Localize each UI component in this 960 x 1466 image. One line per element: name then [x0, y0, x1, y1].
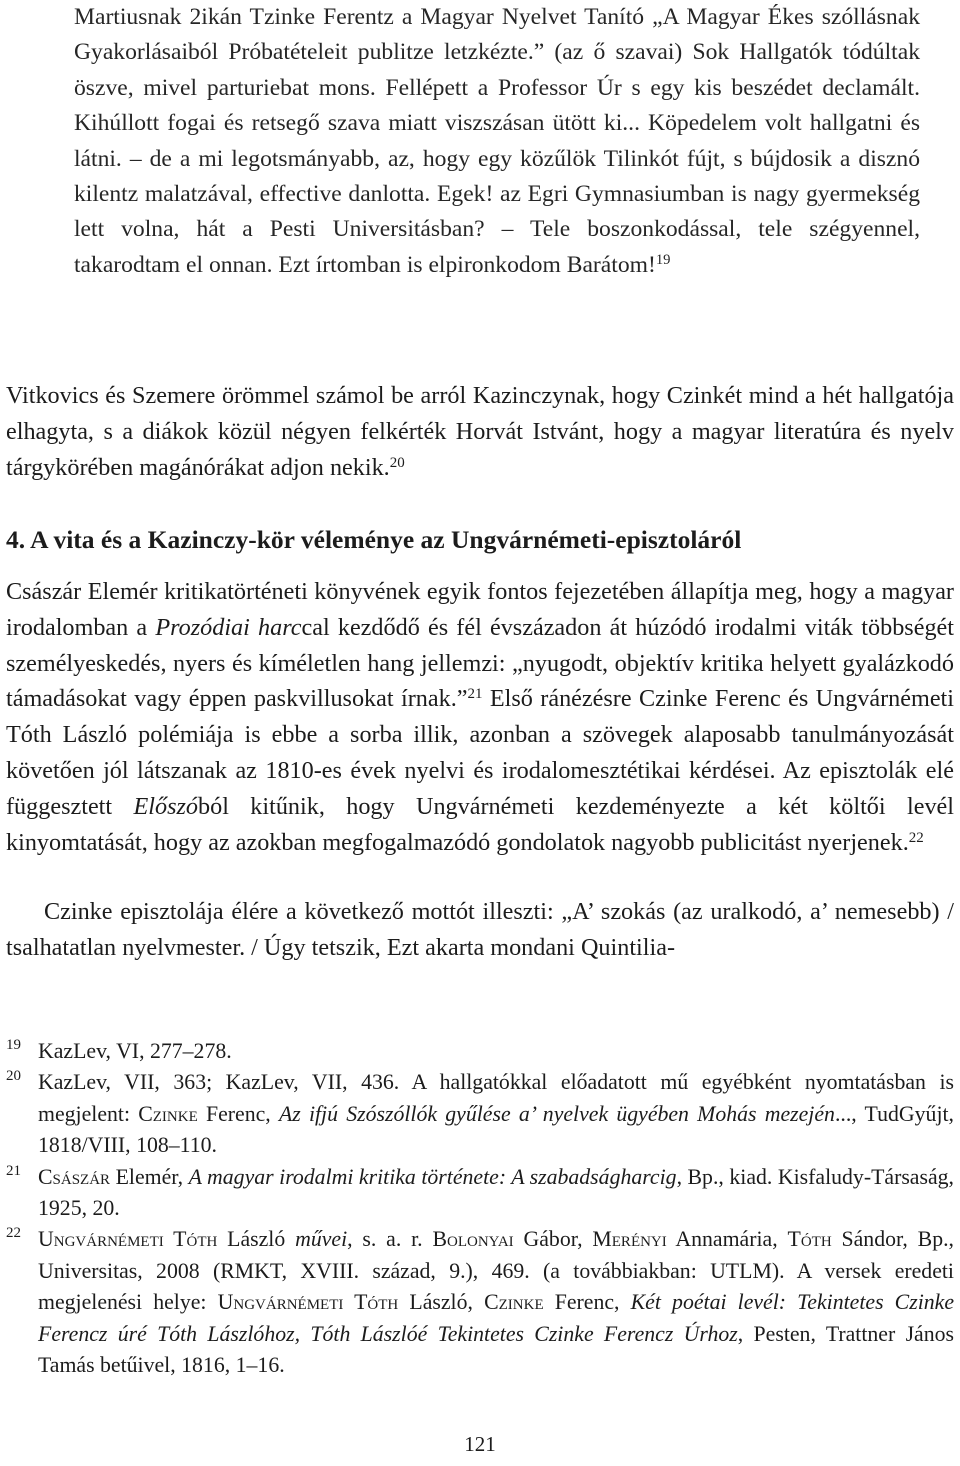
italic-title: Előszó: [133, 792, 199, 820]
footnote-text: ..., TudGyűjt, 1818/VIII, 108–110.: [38, 1101, 954, 1158]
footnotes: [6, 1036, 954, 1381]
paragraph-text: cal kezdődő és fél évszázadon át húzódó irodalmi viták többségét személyeskedés, nyers és kíméletlen hang jellemzi: „nyugodt, objektív kritika helyett gyalázkodó támadásokat vagy éppen paskvillusokat írnak.”: [6, 613, 954, 713]
footnote-20: [6, 1067, 954, 1161]
paragraph-vitkovics: [6, 378, 954, 485]
footnote-text: KazLev, VI, 277–278.: [38, 1039, 232, 1063]
author-name: Tóth: [787, 1227, 832, 1252]
footnote-text: , Pesten, Trattner János Tamás betűivel, 1816, 1–16.: [38, 1321, 954, 1378]
section-heading: 4. A vita és a Kazinczy-kör véleménye az Ungvárnémeti-episztoláról: [6, 525, 742, 554]
footnote-19: [6, 1036, 954, 1067]
footnote-number: 21: [6, 1162, 21, 1179]
footnote-text: Ferenc,: [197, 1101, 279, 1126]
author-name: Ungvárnémeti Tóth: [217, 1290, 399, 1315]
italic-title: Két poétai levél: Tekintetes Czinke Ferencz úré Tóth Lászlóhoz, Tóth Lászlóé Tekintetes Czinke Ferencz Úrhoz: [38, 1290, 955, 1346]
italic-title: Az ifjú Szószóllók gyűlése a’ nyelvek ügyében Mohás mezején: [278, 1101, 835, 1126]
footnote-ref-19[interactable]: 19: [655, 251, 671, 268]
footnote-21: [6, 1162, 954, 1225]
footnote-text: László: [217, 1227, 296, 1252]
footnote-text: Annamária,: [666, 1227, 788, 1252]
footnote-text: Ferenc,: [543, 1290, 631, 1315]
footnote-number: 22: [6, 1225, 21, 1242]
italic-title: A magyar irodalmi kritika története: A szabadságharcig: [188, 1164, 677, 1189]
italic-title: művei: [295, 1227, 348, 1252]
paragraph-text: Első ránézésre Czinke Ferenc és Ungvárnémeti Tóth László polémiája is ebbe a sorba illik, azonban a szövegek alaposabb tanulmányozását követően jól látszanak az 1810-es évek nyelvi és irodalomesztétikai kérdései. Az episztolák elé függesztett: [6, 685, 954, 820]
author-name: Ungvárnémeti Tóth: [38, 1227, 218, 1252]
paragraph-text: ból kitűnik, hogy Ungvárnémeti kezdeményezte a két költői levél kinyomtatását, hogy az azokban megfogalmazódó gondolatok nagyobb publicitást nyerjenek.: [6, 792, 954, 856]
footnote-text: Elemér,: [110, 1164, 189, 1189]
author-name: Merényi: [592, 1227, 667, 1252]
footnote-ref-21[interactable]: 21: [467, 686, 483, 703]
author-name: Császár: [38, 1164, 111, 1189]
footnote-ref-20[interactable]: 20: [389, 454, 405, 471]
page-number: 121: [464, 1432, 496, 1456]
footnote-text: László,: [398, 1290, 485, 1315]
footnote-number: 19: [6, 1037, 21, 1053]
author-name: Bolonyai: [432, 1227, 514, 1252]
footnote-text: KazLev, VII, 363; KazLev, VII, 436. A hallgatókkal előadatott mű egyébként nyomtatásban is megjelent:: [38, 1070, 954, 1126]
footnote-number: 20: [6, 1068, 21, 1085]
footnote-text: Gábor,: [513, 1227, 593, 1252]
footnote-ref-22[interactable]: 22: [908, 829, 924, 846]
paragraph-text: Vitkovics és Szemere örömmel számol be arról Kazinczynak, hogy Czinkét mind a hét hallgatója elhagyta, s a diákok közül négyen felkérték Horvát Istvánt, hogy a magyar literatúra és nyelv tárgykörében magánórákat adjon nekik.: [6, 382, 954, 481]
paragraph-csaszar: [6, 574, 954, 860]
paragraph-czinke-motto: Czinke episztolája élére a következő mottót illeszti: „A’ szokás (az uralkodó, a’ nemesebb) / tsalhatatlan nyelvmester. / Úgy tetszik, Ezt akarta mondani Quintilia-: [6, 898, 954, 961]
author-name: Czinke: [484, 1290, 544, 1315]
footnote-22: [6, 1224, 954, 1381]
author-name: Czinke: [138, 1101, 198, 1126]
italic-title: Prozódiai harc: [155, 613, 302, 641]
quote-text: Martiusnak 2ikán Tzinke Ferentz a Magyar Nyelvet Tanító „A Magyar Ékes szóllásnak Gyakorlásaiból Próbatételeit publitze letzkézte.” (az ő szavai) Sok Hallgatók tódúltak öszve, mivel parturiebat mons. Fellépett a Professor Úr s egy kis beszédet declamált. Kihúllott fogai és retsegő szava miatt viszszásan ütött ki... Köpedelem volt hallgatni és látni. – de a mi legotsmányabb, az, hogy egy közűlök Tilinkót fújt, s bújdosik a disznó kilentz malatzával, effective danlotta. Egek! az Egri Gymnasiumban is nagy gyermekség lett volna, hát a Pesti Universitásban? – Tele boszonkodással, tele szégyennel, takarodtam el onnan. Ezt írtomban is elpironkodom Barátom!: [74, 4, 920, 278]
block-quote: [74, 0, 920, 283]
paragraph-text: Császár Elemér kritikatörténeti könyvének egyik fontos fejezetében állapítja meg, hogy a magyar irodalomban a: [6, 578, 954, 641]
footnote-text: , s. a. r.: [347, 1227, 433, 1252]
footnote-text: , Bp., kiad. Kisfaludy-Társaság, 1925, 20.: [38, 1164, 954, 1221]
footnote-text: Sándor, Bp., Universitas, 2008 (RMKT, XVIII. század, 9.), 469. (a továbbiakban: UTLM). A versek eredeti megjelenési helye:: [38, 1227, 954, 1315]
